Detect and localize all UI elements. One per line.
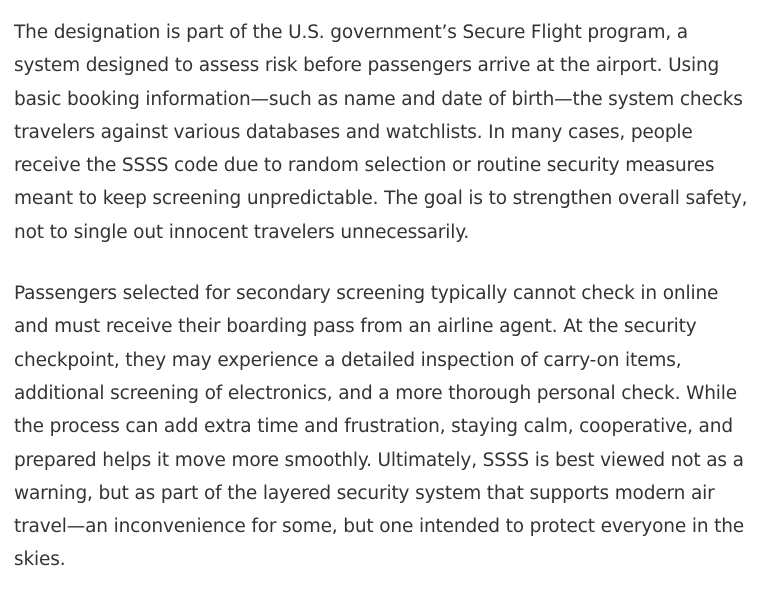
paragraph-line: The designation is part of the U.S. government’s Secure Flight program, a [14,22,688,43]
paragraph-line: Passengers selected for secondary screening typically cannot check in online [14,283,719,305]
paragraph-line: not to single out innocent travelers unnecessarily. [14,221,470,243]
article-body [14,16,770,577]
paragraph-secure-flight [14,16,770,249]
paragraph-line: and must receive their boarding pass from an airline agent. At the security [14,316,697,338]
paragraph-line: skies. [14,549,66,571]
paragraph-line: receive the SSSS code due to random selection or routine security measures [14,155,715,177]
paragraph-line: basic booking information—such as name and date of birth—the system checks [14,88,743,110]
paragraph-line: travelers against various databases and watchlists. In many cases, people [14,121,693,143]
paragraph-secondary-screening [14,277,770,577]
paragraph-line: additional screening of electronics, and a more thorough personal check. While [14,382,738,404]
paragraph-line: meant to keep screening unpredictable. The goal is to strengthen overall safety, [14,188,748,210]
paragraph-line: warning, but as part of the layered security system that supports modern air [14,482,715,504]
paragraph-line: travel—an inconvenience for some, but one intended to protect everyone in the [14,516,745,538]
paragraph-line: the process can add extra time and frustration, staying calm, cooperative, and [14,416,733,438]
paragraph-line: checkpoint, they may experience a detailed inspection of carry-on items, [14,349,682,371]
paragraph-line: prepared helps it move more smoothly. Ultimately, SSSS is best viewed not as a [14,449,744,471]
paragraph-line: system designed to assess risk before passengers arrive at the airport. Using [14,55,720,77]
